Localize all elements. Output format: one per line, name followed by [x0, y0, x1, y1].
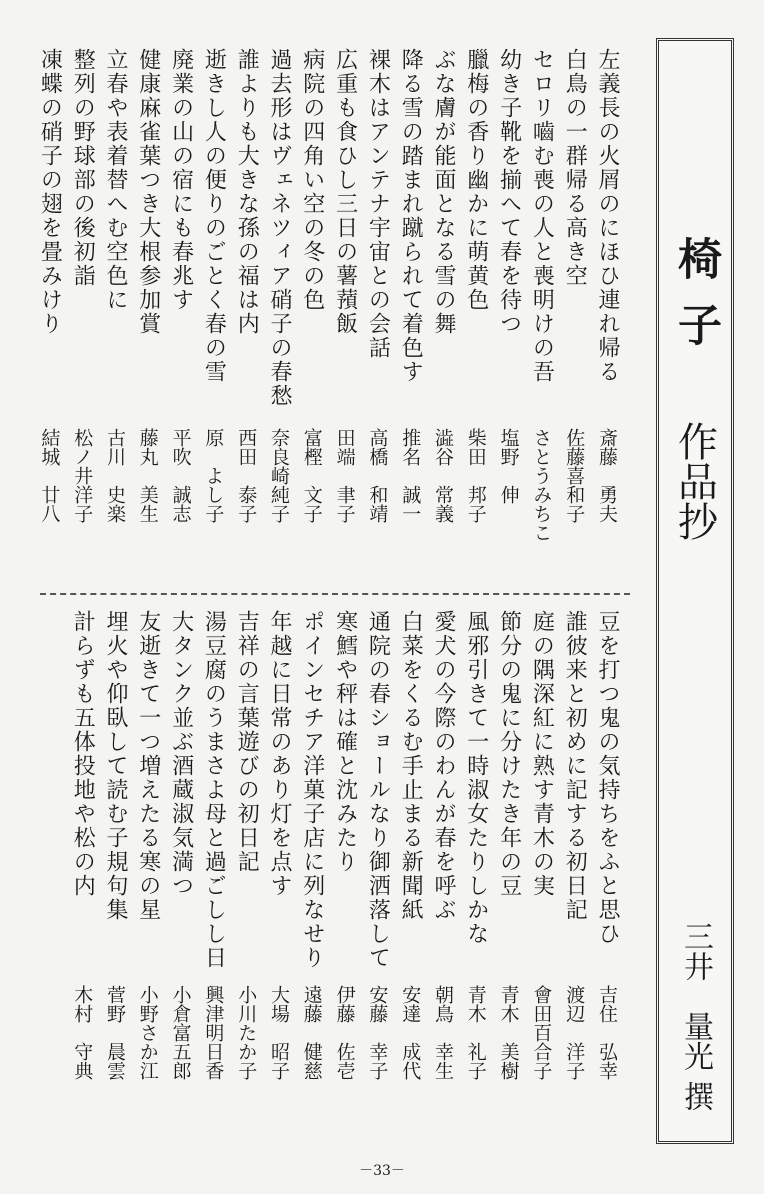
poet-name: 小野さか江 [136, 985, 159, 1080]
poet-name: 澁谷 常義 [432, 428, 454, 523]
haiku-text: 年越に日常のあり灯を点す [267, 610, 292, 898]
haiku-text: 吉祥の言葉遊びの初日記 [234, 610, 260, 874]
haiku-text: 幼き子靴を揃へて春を待つ [496, 48, 522, 336]
poet-name: 會田百合子 [530, 985, 553, 1080]
poet-name: 小倉富五郎 [169, 985, 192, 1080]
haiku-text: 通院の春ショールなり御洒落して [365, 610, 391, 970]
haiku-text: 大タンク並ぶ酒蔵淑気満つ [168, 610, 194, 898]
poet-name: 塩野 伸 [497, 428, 520, 504]
poet-name: 奈良崎純子 [268, 428, 290, 523]
poet-name: 大場 昭子 [268, 985, 290, 1080]
poet-name: 吉住 弘幸 [596, 985, 618, 1080]
poet-name: 遠藤 健慈 [300, 985, 323, 1080]
poet-name: 高橋 和靖 [366, 428, 389, 523]
selector-role: 撰 [678, 1081, 713, 1111]
haiku-text: 過去形はヴェネツィア硝子の春愁 [267, 48, 292, 408]
title-box [656, 38, 734, 1144]
poet-name: 青木 美樹 [497, 985, 520, 1080]
haiku-text: 整列の野球部の後初詣 [70, 48, 96, 288]
haiku-text: 廃業の山の宿にも春兆す [168, 48, 194, 312]
haiku-text: 湯豆腐のうまさよ母と過ごしし日 [201, 610, 227, 970]
haiku-text: 降る雪の踏まれ蹴られて着色す [398, 48, 424, 384]
haiku-text: 白鳥の一群帰る高き空 [562, 48, 588, 288]
poet-name: 柴田 邦子 [464, 428, 487, 523]
haiku-text: 節分の鬼に分けたき年の豆 [496, 610, 522, 898]
haiku-text: 裸木はアンテナ宇宙との会話 [365, 48, 391, 360]
haiku-text: 臘梅の香り幽かに萌黄色 [463, 48, 489, 312]
section-divider [40, 593, 630, 595]
poet-name: 西田 泰子 [235, 428, 258, 523]
haiku-text: 左義長の火屑のにほひ連れ帰る [595, 48, 620, 384]
poet-name: 斎藤 勇夫 [596, 428, 618, 523]
haiku-text: 豆を打つ鬼の気持ちをふと思ひ [595, 610, 620, 946]
poet-name: 渡辺 洋子 [563, 985, 586, 1080]
poet-name: 伊藤 佐壱 [333, 985, 356, 1080]
poet-name: 田端 聿子 [333, 428, 356, 523]
haiku-text: 友逝きて一つ増えたる寒の星 [135, 610, 161, 922]
haiku-text: 凍蝶の硝子の翅を畳みけり [37, 48, 63, 336]
poet-name: 原 よし子 [202, 428, 225, 523]
haiku-text: 愛犬の今際のわんが春を呼ぶ [431, 610, 456, 922]
haiku-text: ぶな膚が能面となる雪の舞 [431, 48, 456, 336]
poet-name: 古川 史楽 [104, 428, 126, 523]
poet-name: 推名 誠一 [399, 428, 422, 523]
poet-name: 藤丸 美生 [136, 428, 159, 523]
haiku-text: 埋火や仰臥して読む子規句集 [103, 610, 128, 922]
poet-name: 平吹 誠志 [169, 428, 192, 523]
poet-name: 結城 廿八 [38, 428, 61, 523]
haiku-text: 計らずも五体投地や松の内 [70, 610, 96, 898]
poet-name: 佐藤喜和子 [563, 428, 586, 523]
haiku-text: 風邪引きて一時淑女たりしかな [463, 610, 489, 946]
poet-name: さとうみちこ [530, 428, 553, 542]
haiku-text: セロリ嚙む喪の人と喪明けの吾 [529, 48, 555, 384]
poet-name: 松ノ井洋子 [71, 428, 94, 523]
poet-name: 朝鳥 幸生 [432, 985, 454, 1080]
poet-name: 小川たか子 [235, 985, 258, 1080]
poet-name: 青木 礼子 [464, 985, 487, 1080]
haiku-text: 誰彼来と初めに記する初日記 [562, 610, 588, 922]
haiku-text: 立春や表着替へむ空色に [103, 48, 128, 312]
page-number: －33－ [359, 1163, 405, 1179]
haiku-text: ポインセチア洋菓子店に列なせり [299, 610, 325, 970]
haiku-text: 寒鱈や秤は確と沈みたり [332, 610, 358, 874]
selector-name: 三井 量光 [678, 921, 713, 1071]
haiku-text: 白菜をくるむ手止まる新聞紙 [398, 610, 424, 922]
haiku-text: 広重も食ひし三日の薯蕷飯 [332, 48, 358, 336]
section-subtitle: 作品抄 [671, 421, 718, 541]
haiku-text: 逝きし人の便りのごとく春の雪 [201, 48, 227, 384]
poet-name: 安達 成代 [399, 985, 422, 1080]
poet-name: 興津明日香 [202, 985, 225, 1080]
poet-name: 木村 守典 [71, 985, 94, 1080]
haiku-text: 庭の隅深紅に熟す青木の実 [529, 610, 555, 898]
haiku-text: 健康麻雀葉つき大根参加賞 [135, 48, 161, 336]
section-title: 椅子 [670, 236, 721, 368]
haiku-text: 病院の四角い空の冬の色 [299, 48, 325, 312]
poet-name: 菅野 晨雲 [104, 985, 126, 1080]
poet-name: 安藤 幸子 [366, 985, 389, 1080]
haiku-text: 誰よりも大きな孫の福は内 [234, 48, 260, 336]
poet-name: 富樫 文子 [300, 428, 323, 523]
